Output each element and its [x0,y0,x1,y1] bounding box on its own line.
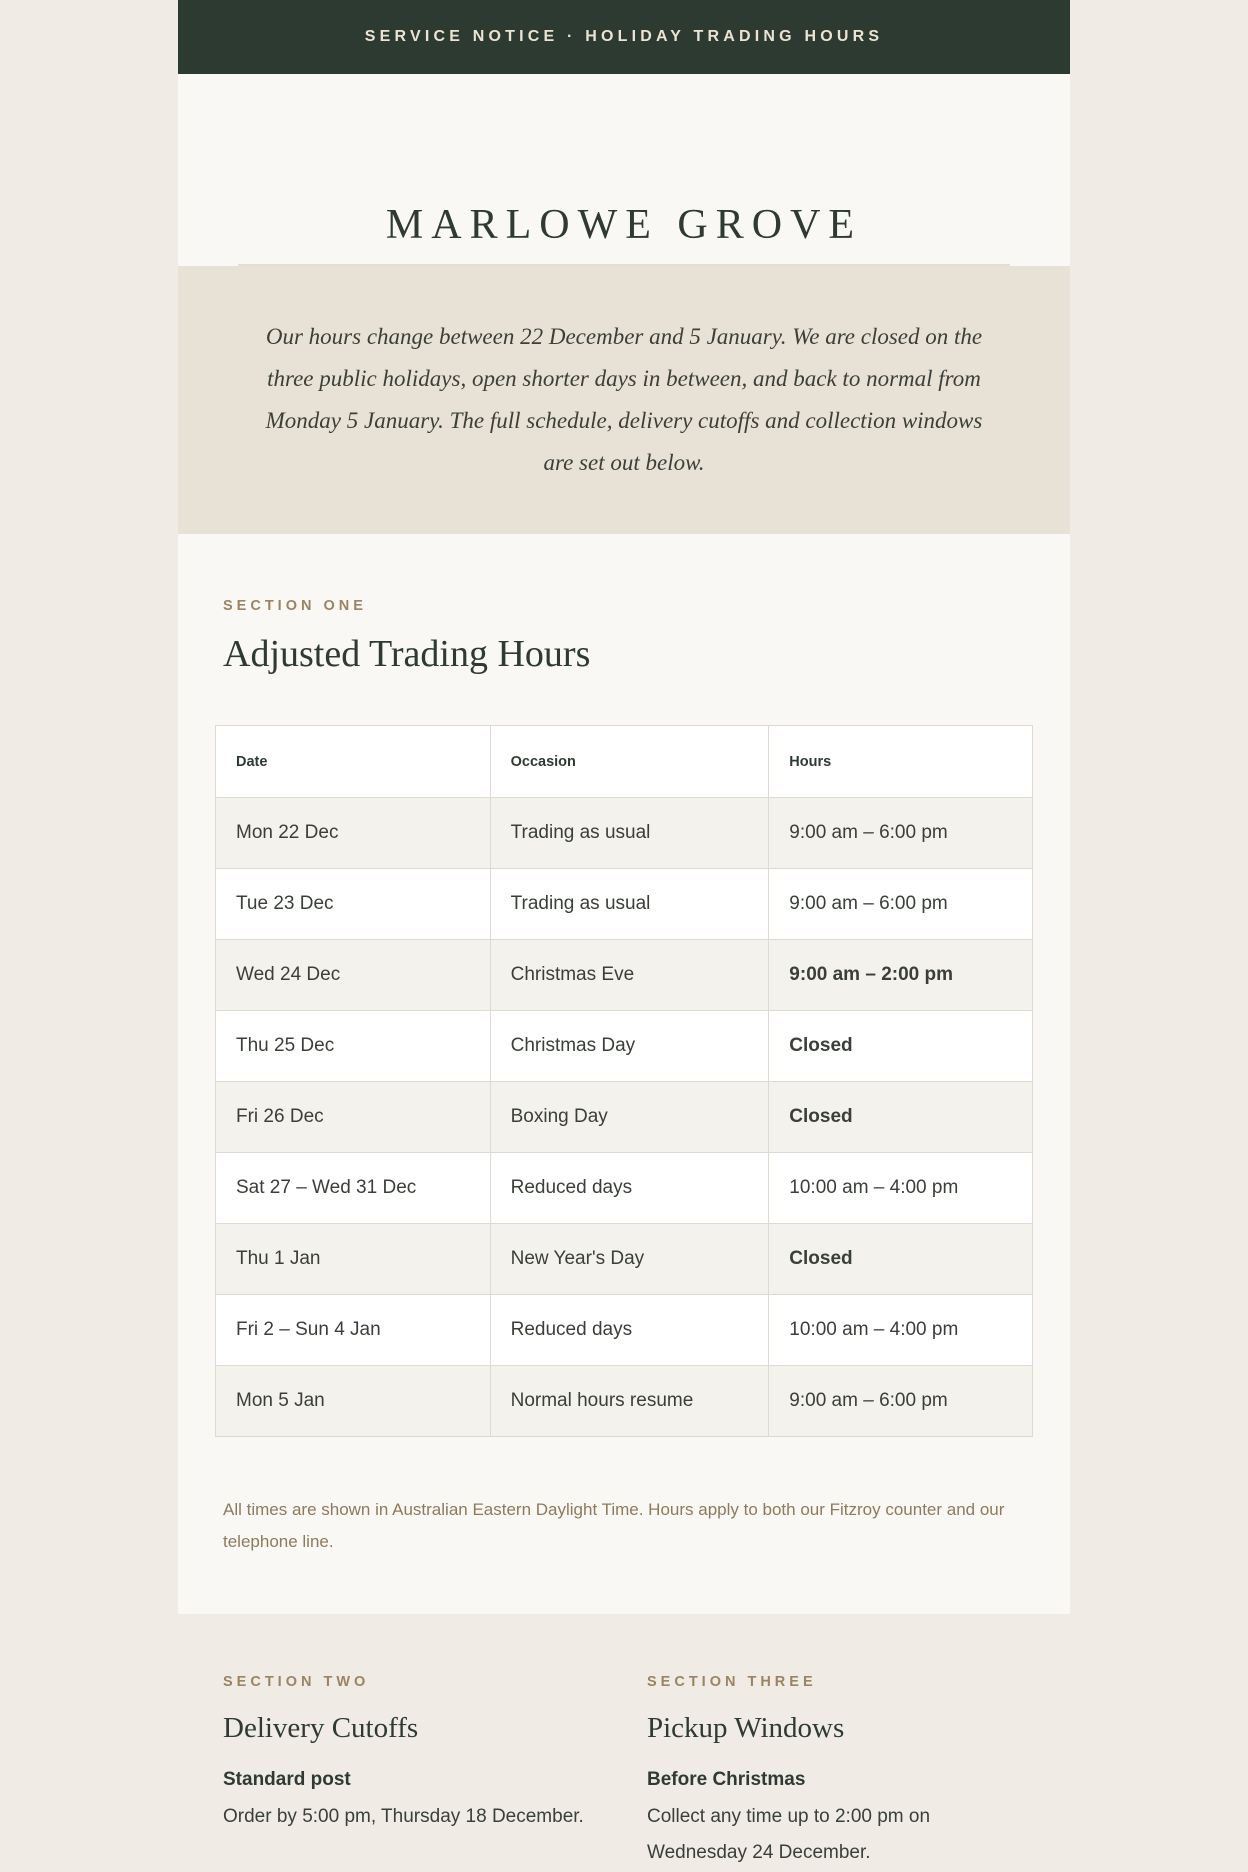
service-notice-label: SERVICE NOTICE · HOLIDAY TRADING HOURS [364,28,884,45]
row-date: Sat 27 – Wed 31 Dec [216,1153,491,1224]
row-date: Fri 26 Dec [216,1082,491,1153]
section-delivery-cutoffs [223,1674,603,1835]
row-date: Fri 2 – Sun 4 Jan [216,1295,491,1366]
pickup-subhead: Before Christmas [647,1769,806,1790]
row-occasion: Christmas Day [490,1011,769,1082]
row-occasion: Reduced days [490,1153,769,1224]
section-three-title: Pickup Windows [647,1712,845,1744]
row-date: Mon 22 Dec [216,798,491,869]
section-three-eyebrow: SECTION THREE [647,1674,817,1690]
row-occasion: New Year's Day [490,1224,769,1295]
row-hours: Closed [769,1082,1033,1153]
section-one-title: Adjusted Trading Hours [223,633,591,675]
table-row [216,1082,1033,1153]
row-occasion: Christmas Eve [490,940,769,1011]
row-hours: Closed [769,1224,1033,1295]
table-row [216,869,1033,940]
row-occasion: Trading as usual [490,798,769,869]
row-hours: 10:00 am – 4:00 pm [769,1153,1033,1224]
intro-panel [178,266,1070,534]
email-page [178,0,1070,1872]
header-date: Date [216,726,491,798]
section-one-eyebrow: SECTION ONE [223,598,367,614]
delivery-subhead: Standard post [223,1769,351,1790]
pickup-body: Collect any time up to 2:00 pm on Wednesday 24 December. [647,1806,931,1863]
section-trading-hours [178,534,1070,1614]
row-date: Thu 1 Jan [216,1224,491,1295]
row-date: Wed 24 Dec [216,940,491,1011]
row-occasion: Boxing Day [490,1082,769,1153]
row-date: Thu 25 Dec [216,1011,491,1082]
service-notice-bar [178,0,1070,74]
row-hours: Closed [769,1011,1033,1082]
delivery-body: Order by 5:00 pm, Thursday 18 December. [223,1806,584,1827]
table-row [216,1224,1033,1295]
section-two-title: Delivery Cutoffs [223,1712,419,1744]
row-date: Tue 23 Dec [216,869,491,940]
intro-text: Our hours change between 22 December and 5 January. We are closed on the three public holidays, open shorter days in between, and back to normal from Monday 5 January. The full schedule, delivery cutoffs and collection windows are set out below. [265,324,983,475]
table-header-row [216,726,1033,798]
section-pickup-windows [647,1674,1027,1871]
table-row [216,1011,1033,1082]
row-hours: 9:00 am – 2:00 pm [769,940,1033,1011]
table-row [216,1153,1033,1224]
row-hours: 10:00 am – 4:00 pm [769,1295,1033,1366]
row-occasion: Reduced days [490,1295,769,1366]
table-row [216,1295,1033,1366]
lower-sections [178,1614,1070,1872]
brand-name: MARLOWE GROVE [385,202,863,248]
row-hours: 9:00 am – 6:00 pm [769,1366,1033,1437]
row-occasion: Normal hours resume [490,1366,769,1437]
timezone-note: All times are shown in Australian Eastern Daylight Time. Hours apply to both our Fitzroy counter and our telephone line. [223,1500,1005,1551]
row-hours: 9:00 am – 6:00 pm [769,869,1033,940]
trading-hours-table [215,725,1033,1437]
table-row [216,940,1033,1011]
row-date: Mon 5 Jan [216,1366,491,1437]
table-row [216,798,1033,869]
table-row [216,1366,1033,1437]
section-two-eyebrow: SECTION TWO [223,1674,370,1690]
header-hours: Hours [769,726,1033,798]
row-hours: 9:00 am – 6:00 pm [769,798,1033,869]
header-occasion: Occasion [490,726,769,798]
row-occasion: Trading as usual [490,869,769,940]
